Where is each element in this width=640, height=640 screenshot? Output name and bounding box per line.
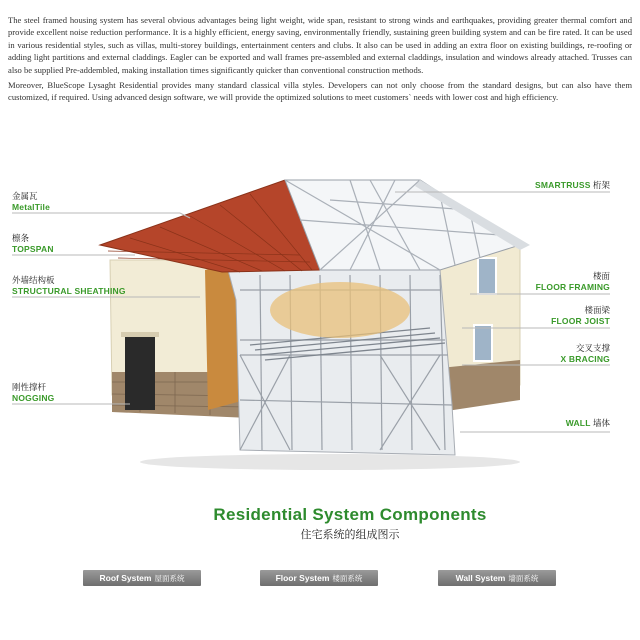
roof-system-label: Roof System: [99, 573, 152, 583]
section-subtitle: 住宅系统的组成图示: [300, 528, 400, 541]
floor-system-label: Floor System: [275, 573, 330, 583]
metaltile-cn: 金属瓦: [12, 192, 38, 202]
floor-framing-cn: 楼面: [592, 272, 610, 282]
floor-system-label-cn: 楼面系统: [332, 574, 363, 583]
section-title: Residential System Components: [213, 505, 487, 524]
roof-system-button[interactable]: [83, 570, 201, 586]
wall-en: WALL: [565, 418, 591, 428]
callout-sheathing: [12, 276, 126, 296]
floor-joist-en: FLOOR JOIST: [551, 316, 610, 326]
intro-paragraph-1: The steel framed housing system has several obvious advantages being light weight, wide span, resistant to strong winds and earthquakes, providing greater thermal comfort and provide excellent noise reduction performance. It is a highly efficient, energy saving, environmentally friendly, sustaining green building system and can be fire rated. It can be used in various residential styles, such as villas, multi-storey buildings, entertainment centers and clubs. It also can be used in adding an extra floor on existing buildings, re-roofing or adding light partitions and external claddings. Eagler can be exported and wall frames pre-assembled and external claddings, insulation and windows already attached. Trusses can also be supplied Pre-addembled, making installation times significantly quicker than conventional construction methods.: [8, 15, 632, 75]
intro-text: [8, 14, 632, 107]
smartruss-en: SMARTRUSS: [534, 180, 591, 190]
callout-floor-framing: [536, 272, 610, 292]
metaltile-en: MetalTile: [12, 202, 51, 212]
callout-wall: [566, 418, 610, 429]
callout-nogging: [12, 383, 55, 403]
floor-framing-en: FLOOR FRAMING: [535, 282, 610, 292]
sheathing-cn: 外墙结构板: [12, 276, 55, 286]
callout-smartruss: [535, 180, 610, 191]
nogging-cn: 刚性撑杆: [12, 383, 47, 393]
roof-system-label-cn: 屋面系统: [154, 574, 185, 583]
callout-floor-joist: [551, 306, 610, 326]
wall-system-button[interactable]: [438, 570, 556, 586]
callout-x-bracing: [561, 344, 611, 364]
floor-joist-cn: 楼面梁: [584, 306, 610, 316]
callout-metaltile: [12, 192, 50, 212]
wall-system-label-cn: 墙面系统: [508, 574, 539, 583]
callout-topspan: [12, 234, 54, 254]
topspan-cn: 檩条: [12, 234, 30, 244]
floor-system-button[interactable]: [260, 570, 378, 586]
sheathing-en: STRUCTURAL SHEATHING: [12, 286, 126, 296]
intro-paragraph-2: Moreover, BlueScope Lysaght Residential provides many standard classical villa styles. Developers can not only choose from the standard designs, but can also have them customized, if required. Using advanced design software, we will provide the optimized solutions to meet customers` needs with lower cost and high efficiency.: [8, 80, 632, 103]
wall-cn: 墙体: [592, 419, 610, 429]
wall-system-label: Wall System: [455, 573, 506, 583]
topspan-en: TOPSPAN: [12, 244, 54, 254]
x-bracing-cn: 交叉支撑: [575, 344, 610, 354]
house-diagram: [0, 150, 640, 480]
smartruss-cn: 桁架: [592, 181, 610, 191]
x-bracing-en: X BRACING: [560, 354, 610, 364]
nogging-en: NOGGING: [12, 393, 55, 403]
